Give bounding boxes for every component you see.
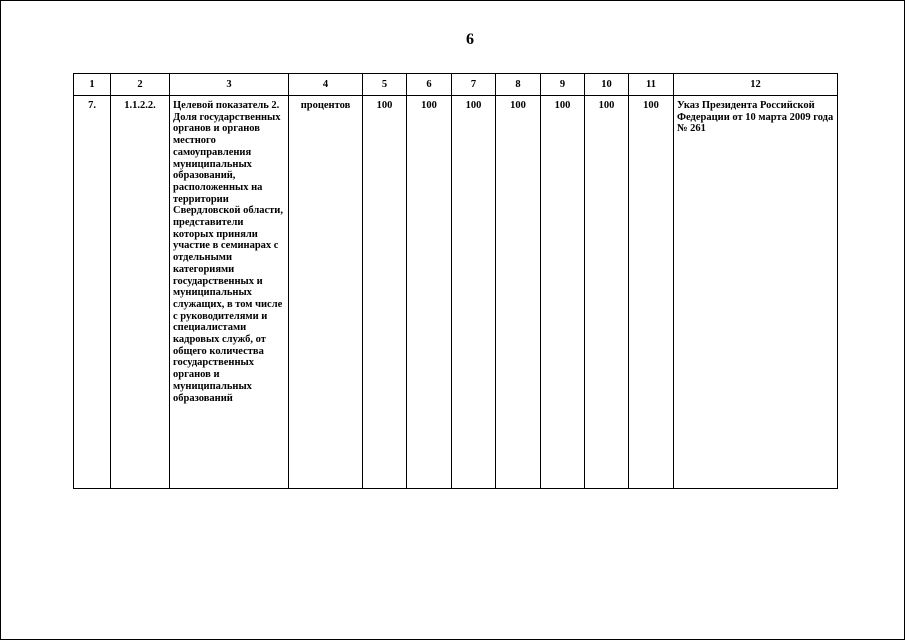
header-cell: 7 (452, 74, 496, 96)
indicator-table (73, 73, 838, 489)
header-cell: 12 (674, 74, 838, 96)
header-row (74, 74, 838, 96)
unit-cell: процентов (289, 96, 363, 489)
value-cell: 100 (407, 96, 452, 489)
header-cell: 6 (407, 74, 452, 96)
header-cell: 8 (496, 74, 541, 96)
header-cell: 1 (74, 74, 111, 96)
row-code-cell: 1.1.2.2. (111, 96, 170, 489)
header-cell: 2 (111, 74, 170, 96)
header-cell: 10 (585, 74, 629, 96)
page-number: 6 (466, 31, 474, 48)
header-cell: 4 (289, 74, 363, 96)
value-cell: 100 (541, 96, 585, 489)
table-row (74, 96, 838, 489)
source-cell: Указ Президента Российской Федерации от 10 марта 2009 года № 261 (674, 96, 838, 489)
value-cell: 100 (452, 96, 496, 489)
header-cell: 9 (541, 74, 585, 96)
header-cell: 11 (629, 74, 674, 96)
value-cell: 100 (585, 96, 629, 489)
row-number-cell: 7. (74, 96, 111, 489)
value-cell: 100 (629, 96, 674, 489)
value-cell: 100 (496, 96, 541, 489)
value-cell: 100 (363, 96, 407, 489)
header-cell: 3 (170, 74, 289, 96)
indicator-cell: Целевой показатель 2. Доля государственных органов и органов местного самоуправления муниципальных образований, расположенных на территории Свердловской области, представители которых приняли участие в семинарах с отдельными категориями государственных и муниципальных служащих, в том числе с руководителями и специалистами кадровых служб, от общего количества государственных органов и муниципальных образований (170, 96, 289, 489)
header-cell: 5 (363, 74, 407, 96)
